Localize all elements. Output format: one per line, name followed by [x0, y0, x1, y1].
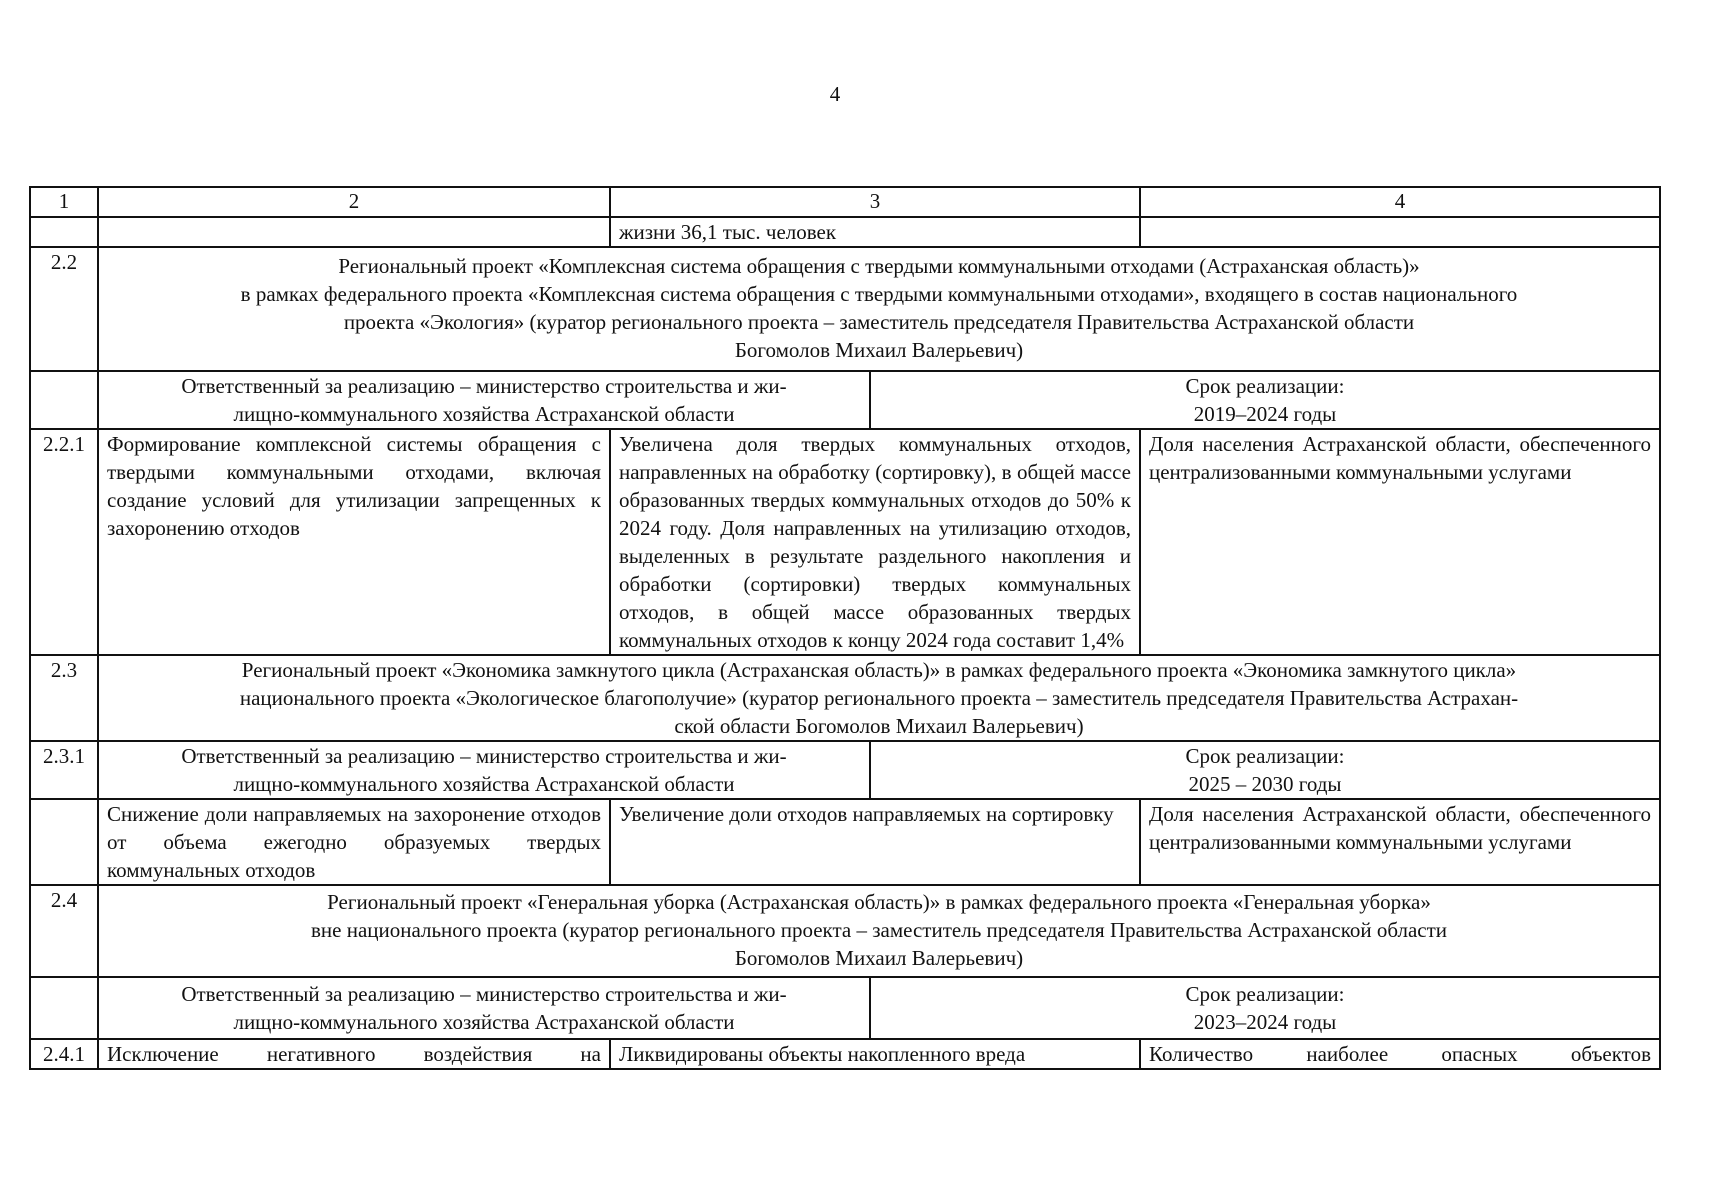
term-value: 2023–2024 годы [1193, 1010, 1337, 1034]
task-cell: Формирование комплексной системы обращения с твердыми коммунальными отходами, включая создание условий для утилизации запрещенных к захоронению отходов [98, 429, 610, 655]
table-row-2-2-1 [30, 429, 1660, 655]
section-title [98, 655, 1660, 741]
responsible-cell [98, 977, 870, 1039]
table-header-row [30, 187, 1660, 217]
section-title-line: национального проекта «Экологическое благополучие» (куратор регионального проекта – заместитель председателя Правительства Астрахан- [239, 686, 1519, 710]
section-title [98, 885, 1660, 977]
row-number: 2.2 [30, 247, 98, 371]
result-cell: Увеличена доля твердых коммунальных отходов, направленных на обработку (сортировку), в общей массе образованных твердых коммунальных отходов до 50% к 2024 году. Доля направленных на утилизацию отходов, выделенных в результате раздельного накопления и обработки (сортировки) твердых коммунальных отходов, в общей массе образованных твердых коммунальных отходов к концу 2024 года составит 1,4% [610, 429, 1140, 655]
header-col-4: 4 [1140, 187, 1660, 217]
section-title-line: Региональный проект «Экономика замкнутого цикла (Астраханская область)» в рамках федерального проекта «Экономика замкнутого цикла» [241, 658, 1517, 682]
section-row-2-4 [30, 885, 1660, 977]
responsible-line: лищно-коммунального хозяйства Астраханской области [233, 1010, 735, 1034]
task-cell: Снижение доли направляемых на захоронение отходов от объема ежегодно образуемых твердых коммунальных отходов [98, 799, 610, 885]
term-label: Срок реализации: [1185, 374, 1345, 398]
responsible-line: Ответственный за реализацию – министерство строительства и жи- [181, 982, 787, 1006]
responsible-line: лищно-коммунального хозяйства Астраханской области [233, 402, 735, 426]
responsible-row-2-2 [30, 371, 1660, 429]
section-title [98, 247, 1660, 371]
header-col-1: 1 [30, 187, 98, 217]
section-title-line: проекта «Экология» (куратор регионального проекта – заместитель председателя Правительства Астраханской области [343, 310, 1415, 334]
term-label: Срок реализации: [1185, 982, 1345, 1006]
result-cell: Ликвидированы объекты накопленного вреда [610, 1039, 1140, 1069]
section-title-line: вне национального проекта (куратор регионального проекта – заместитель председателя Правительства Астраханской области [310, 918, 1448, 942]
table-row-2-4-1 [30, 1039, 1660, 1069]
section-title-line: в рамках федерального проекта «Комплексная система обращения с твердыми коммунальными отходами», входящего в состав национального [240, 282, 1518, 306]
table-row-continuation [30, 217, 1660, 247]
responsible-row-2-4 [30, 977, 1660, 1039]
section-title-line: Региональный проект «Генеральная уборка (Астраханская область)» в рамках федерального проекта «Генеральная уборка» [327, 890, 1431, 914]
section-title-line: Богомолов Михаил Валерьевич) [734, 338, 1024, 362]
term-label: Срок реализации: [1185, 744, 1345, 768]
term-cell [870, 977, 1660, 1039]
projects-table [29, 186, 1661, 1070]
section-title-line: ской области Богомолов Михаил Валерьевич) [674, 714, 1084, 738]
row-number: 2.3.1 [30, 741, 98, 799]
term-value: 2025 – 2030 годы [1188, 772, 1342, 796]
row-number: 2.4 [30, 885, 98, 977]
responsible-line: лищно-коммунального хозяйства Астраханской области [233, 772, 735, 796]
responsible-line: Ответственный за реализацию – министерство строительства и жи- [181, 744, 787, 768]
term-cell [870, 741, 1660, 799]
responsible-row-2-3-1 [30, 741, 1660, 799]
header-col-2: 2 [98, 187, 610, 217]
term-cell [870, 371, 1660, 429]
page-number: 4 [829, 82, 841, 106]
continuation-text: жизни 36,1 тыс. человек [610, 217, 1140, 247]
indicator-cell: Количество наиболее опасных объектов [1140, 1039, 1660, 1069]
indicator-cell: Доля населения Астраханской области, обеспеченного централизованными коммунальными услугами [1140, 799, 1660, 885]
row-number: 2.2.1 [30, 429, 98, 655]
section-row-2-2 [30, 247, 1660, 371]
row-number: 2.3 [30, 655, 98, 741]
table-row-2-3-1-content [30, 799, 1660, 885]
section-row-2-3 [30, 655, 1660, 741]
indicator-cell: Доля населения Астраханской области, обеспеченного централизованными коммунальными услугами [1140, 429, 1660, 655]
header-col-3: 3 [610, 187, 1140, 217]
section-title-line: Региональный проект «Комплексная система обращения с твердыми коммунальными отходами (Астраханская область)» [338, 254, 1420, 278]
section-title-line: Богомолов Михаил Валерьевич) [734, 946, 1024, 970]
responsible-cell [98, 741, 870, 799]
term-value: 2019–2024 годы [1193, 402, 1337, 426]
result-cell: Увеличение доли отходов направляемых на сортировку [610, 799, 1140, 885]
row-number: 2.4.1 [30, 1039, 98, 1069]
task-cell: Исключение негативного воздействия на [98, 1039, 610, 1069]
responsible-cell [98, 371, 870, 429]
responsible-line: Ответственный за реализацию – министерство строительства и жи- [181, 374, 787, 398]
